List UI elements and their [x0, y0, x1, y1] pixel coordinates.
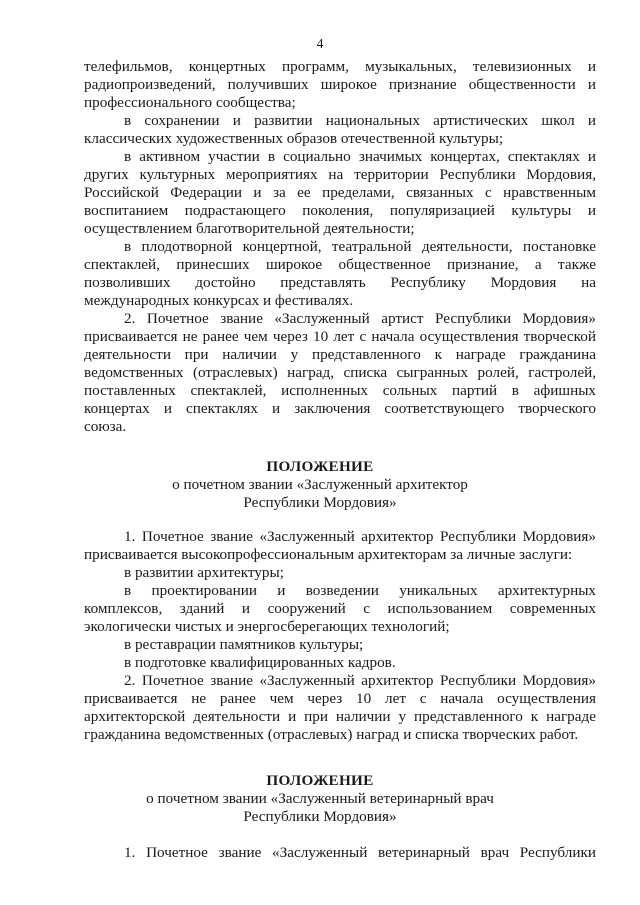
text-line: комплексов, зданий и сооружений с использованием современных: [84, 600, 596, 617]
section-subtitle-line: Республики Мордовия»: [243, 494, 397, 511]
text-line: гражданина ведомственных (отраслевых) наград и списка творческих работ.: [84, 726, 579, 743]
section-subtitle-line: о почетном звании «Заслуженный архитектор: [172, 476, 468, 493]
text-line: деятельности при наличии у представленного к награде гражданина: [84, 346, 596, 363]
text-line: в реставрации памятников культуры;: [124, 636, 364, 653]
text-line: Российской Федерации и за ее пределами, связанных с нравственным: [84, 184, 596, 201]
text-line: 2. Почетное звание «Заслуженный архитектор Республики Мордовия»: [124, 672, 596, 689]
text-line: других культурных мероприятиях на территории Республики Мордовия,: [84, 166, 596, 183]
text-line: радиопроизведений, получивших широкое признание общественности и: [84, 76, 596, 93]
text-line: в активном участии в социально значимых концертах, спектаклях и: [124, 148, 596, 165]
text-line: присваивается не ранее чем через 10 лет с начала осуществления творческой: [84, 328, 596, 345]
text-line: ведомственных (отраслевых) наград, списка сыгранных ролей, гастролей,: [84, 364, 596, 381]
text-line: 1. Почетное звание «Заслуженный архитектор Республики Мордовия»: [124, 528, 596, 545]
text-line: концертах и спектаклях и заключения соответствующего творческого: [84, 400, 596, 417]
text-line: в подготовке квалифицированных кадров.: [124, 654, 396, 671]
section-architect-body: [84, 528, 596, 744]
text-line: классических художественных образов отечественной культуры;: [84, 130, 504, 147]
text-line: спектаклей, принесших широкое общественное признание, а также: [84, 256, 596, 273]
text-line: в проектировании и возведении уникальных архитектурных: [124, 582, 596, 599]
text-line: поставленных спектаклей, исполненных сольных партий в афишных: [84, 382, 596, 399]
text-line: профессионального сообщества;: [84, 94, 296, 111]
text-line: 1. Почетное звание «Заслуженный ветеринарный врач Республики: [124, 844, 596, 861]
text-line: международных конкурсах и фестивалях.: [84, 292, 354, 309]
section-title-veterinarian: ПОЛОЖЕНИЕ: [266, 772, 374, 789]
text-line: союза.: [84, 418, 127, 435]
section-veterinarian-body: [84, 844, 596, 862]
section-title-architect: ПОЛОЖЕНИЕ: [266, 458, 374, 475]
text-line: экологически чистых и энергосберегающих технологий;: [84, 618, 450, 635]
text-line: телефильмов, концертных программ, музыкальных, телевизионных и: [84, 58, 596, 75]
text-line: осуществлением благотворительной деятельности;: [84, 220, 415, 237]
text-line: в плодотворной концертной, театральной деятельности, постановке: [124, 238, 596, 255]
section-subtitle-line: Республики Мордовия»: [243, 808, 397, 825]
text-line: в сохранении и развитии национальных артистических школ и: [124, 112, 596, 129]
text-line: 2. Почетное звание «Заслуженный артист Республики Мордовия»: [124, 310, 596, 327]
text-line: воспитанием подрастающего поколения, популяризацией культуры и: [84, 202, 596, 219]
section-artist-continuation: [84, 58, 596, 436]
text-line: присваивается высокопрофессиональным архитекторам за личные заслуги:: [84, 546, 573, 563]
text-line: позволивших достойно представлять Республику Мордовия на: [84, 274, 596, 291]
text-line: в развитии архитектуры;: [124, 564, 284, 581]
section-subtitle-line: о почетном звании «Заслуженный ветеринарный врач: [146, 790, 494, 807]
text-line: архитекторской деятельности и при наличии у представленного к награде: [84, 708, 596, 725]
text-line: присваивается не ранее чем через 10 лет с начала осуществления: [84, 690, 596, 707]
page-number: 4: [316, 37, 324, 52]
